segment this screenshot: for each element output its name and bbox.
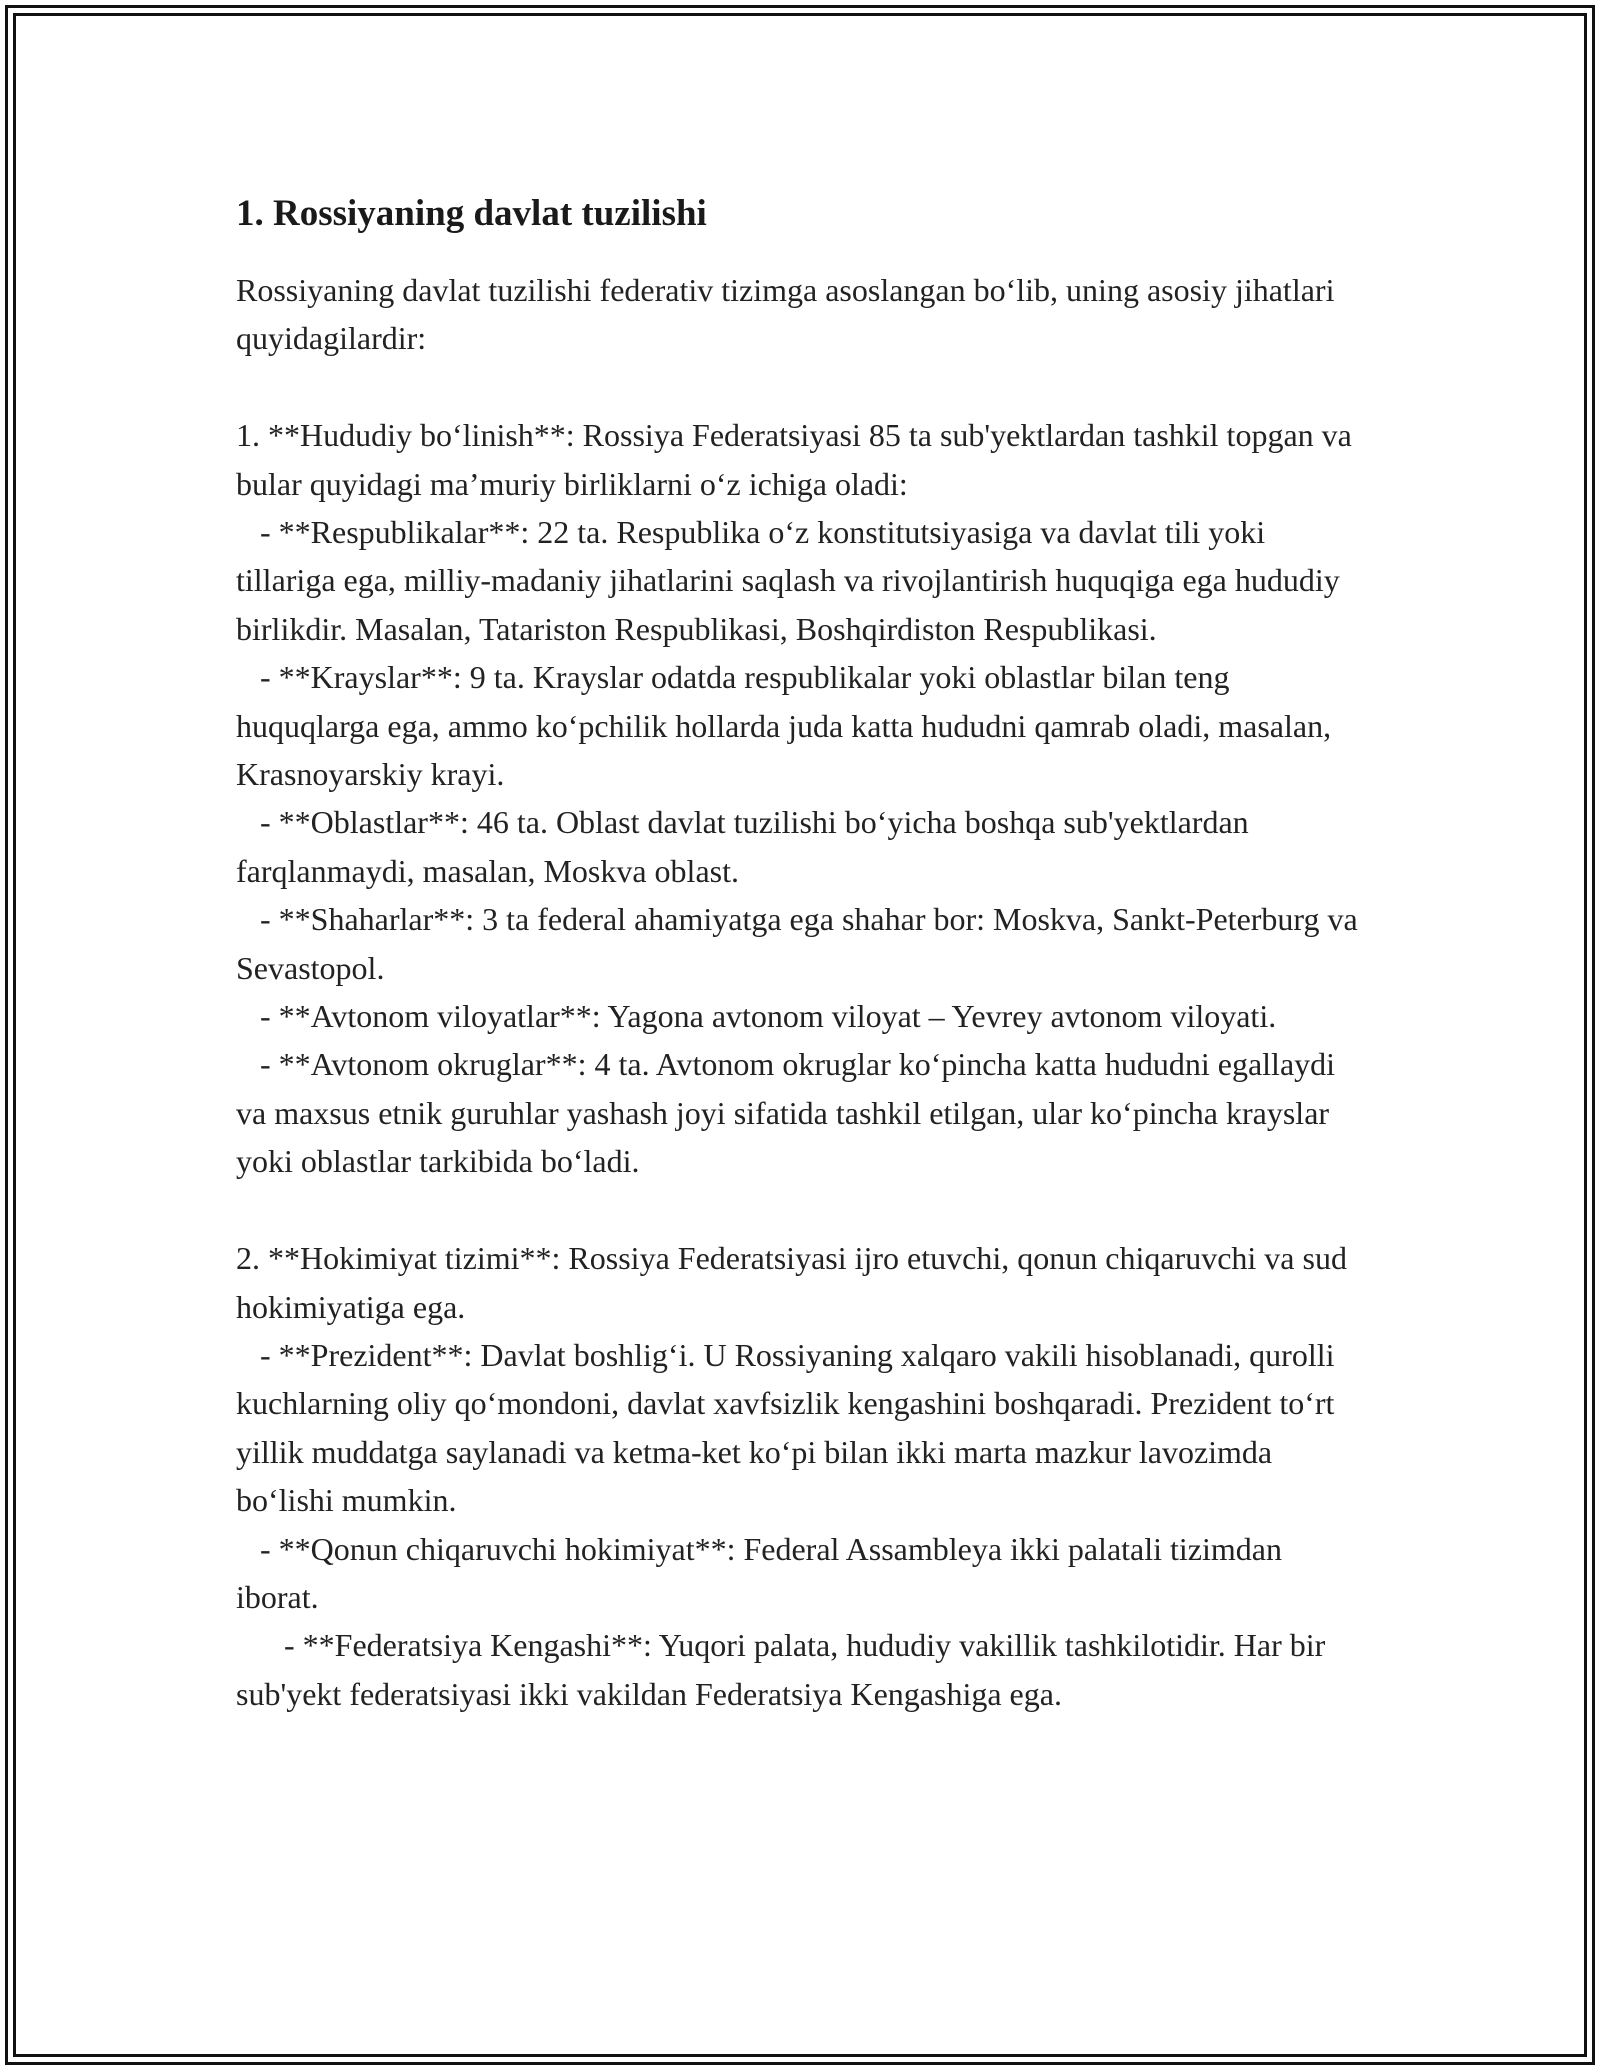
document-body <box>236 188 1366 1718</box>
section-1-item-avtonom-viloyatlar: - **Avtonom viloyatlar**: Yagona avtonom viloyat – Yevrey avtonom viloyati. <box>236 998 1277 1035</box>
section-1-heading: 1. **Hududiy bo‘linish**: Rossiya Federatsiyasi 85 ta sub'yektlardan tashkil topgan va bular quyidagi ma’muriy birliklarni o‘z ichiga oladi: <box>236 417 1360 502</box>
section-2-item-qonun-chiqaruvchi: - **Qonun chiqaruvchi hokimiyat**: Federal Assambleya ikki palatali tizimdan iborat. <box>236 1530 1290 1615</box>
section-2-heading: 2. **Hokimiyat tizimi**: Rossiya Federatsiyasi ijro etuvchi, qonun chiqaruvchi va sud hokimiyatiga ega. <box>236 1240 1355 1325</box>
document-title: 1. Rossiyaning davlat tuzilishi <box>236 193 707 234</box>
section-1-item-respublikalar: - **Respublikalar**: 22 ta. Respublika o‘z konstitutsiyasiga va davlat tili yoki tillariga ega, milliy-madaniy jihatlarini saqlash va rivojlantirish huquqiga ega hududiy birlikdir. Masalan, Tatariston Respublikasi, Boshqirdiston Respublikasi. <box>236 514 1348 647</box>
section-2-item-prezident: - **Prezident**: Davlat boshlig‘i. U Rossiyaning xalqaro vakili hisoblanadi, qurolli kuchlarning oliy qo‘mondoni, davlat xavfsizlik kengashini boshqaradi. Prezident to‘rt yillik muddatga saylanadi va ketma-ket ko‘pi bilan ikki marta mazkur lavozimda bo‘lishi mumkin. <box>236 1336 1343 1519</box>
section-1-item-avtonom-okruglar: - **Avtonom okruglar**: 4 ta. Avtonom okruglar ko‘pincha katta hududni egallaydi va maxsus etnik guruhlar yashash joyi sifatida tashkil etilgan, ular ko‘pincha krayslar yoki oblastlar tarkibida bo‘ladi. <box>236 1046 1344 1180</box>
paragraph-gap <box>236 363 1366 411</box>
section-1-item-shaharlar: - **Shaharlar**: 3 ta federal ahamiyatga ega shahar bor: Moskva, Sankt-Peterburg va Sevastopol. <box>236 901 1366 986</box>
section-1-item-krayslar: - **Krayslar**: 9 ta. Krayslar odatda respublikalar yoki oblastlar bilan teng huquqlarga ega, ammo ko‘pchilik hollarda juda katta hududni qamrab oladi, masalan, Krasnoyarskiy krayi. <box>236 659 1340 793</box>
section-2-item-federatsiya-kengashi: - **Federatsiya Kengashi**: Yuqori palata, hududiy vakillik tashkilotidir. Har bir sub'yekt federatsiyasi ikki vakildan Federatsiya Kengashiga ega. <box>236 1627 1334 1712</box>
intro-paragraph: Rossiyaning davlat tuzilishi federativ tizimga asoslangan bo‘lib, uning asosiy jihatlari quyidagilardir: <box>236 272 1343 357</box>
section-1-item-oblastlar: - **Oblastlar**: 46 ta. Oblast davlat tuzilishi bo‘yicha boshqa sub'yektlardan farqlanmaydi, masalan, Moskva oblast. <box>236 804 1257 889</box>
paragraph-gap <box>236 1186 1366 1234</box>
